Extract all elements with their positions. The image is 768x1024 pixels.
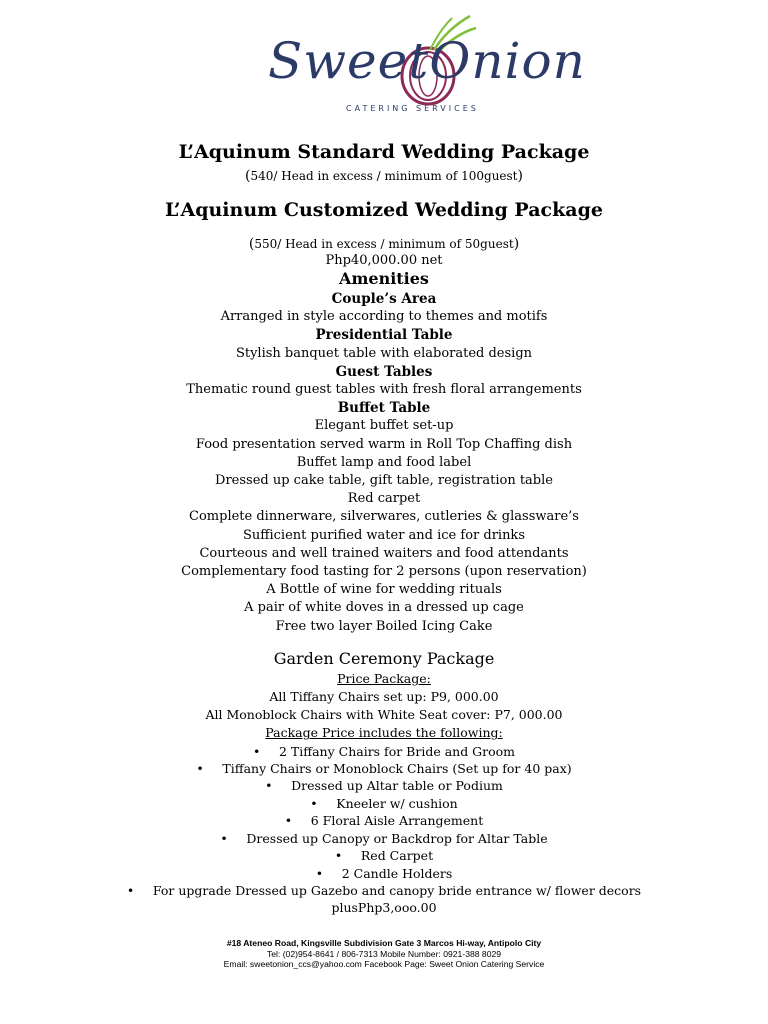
buffet-item: Dressed up cake table, gift table, registration table (215, 473, 553, 489)
logo-subtitle: CATERING SERVICES (346, 104, 479, 113)
bullet-icon: • (310, 795, 318, 811)
buffet-item: A Bottle of wine for wedding rituals (266, 582, 502, 598)
price-monoblock: All Monoblock Chairs with White Seat cover: P7, 000.00 (205, 707, 563, 723)
garden-item: • For upgrade Dressed up Gazebo and canopy bride entrance w/ flower decors (126, 882, 642, 898)
buffet-item: Food presentation served warm in Roll Top Chaffing dish (195, 436, 573, 452)
bullet-icon: • (252, 743, 261, 759)
garden-item: • Dressed up Canopy or Backdrop for Altar Table (220, 830, 548, 846)
sweet-onion-logo (248, 10, 586, 120)
price-tiffany: All Tiffany Chairs set up: P9, 000.00 (269, 689, 499, 705)
garden-item: • Tiffany Chairs or Monoblock Chairs (Set up for 40 pax) (196, 761, 572, 777)
bullet-icon: • (196, 761, 204, 777)
guest-tables-title: Guest Tables (335, 363, 433, 380)
logo-wordmark: SweetOnion (268, 32, 586, 90)
includes-label: Package Price includes the following: (265, 725, 503, 741)
presidential-table-desc: Stylish banquet table with elaborated design (235, 345, 533, 361)
customized-note-text: 550/ Head in excess / minimum of 50guest (254, 237, 514, 251)
standard-package-title: L’Aquinum Standard Wedding Package (178, 141, 590, 163)
footer-contact (0, 938, 768, 970)
buffet-item: Red carpet (347, 491, 421, 507)
standard-note-text: 540/ Head in excess / minimum of 100guest (250, 169, 518, 183)
footer-phones: Tel: (02)954-8641 / 806-7313 Mobile Number: 0921-388 8029 (266, 948, 502, 959)
bullet-icon: • (334, 848, 343, 864)
buffet-item: Buffet lamp and food label (296, 454, 472, 470)
bullet-icon: • (284, 813, 293, 829)
standard-package-note: (540/ Head in excess / minimum of 100guest) (245, 168, 523, 184)
buffet-item: A pair of white doves in a dressed up cage (244, 600, 524, 616)
couples-area-title: Couple’s Area (331, 291, 437, 307)
garden-ceremony-title: Garden Ceremony Package (273, 648, 495, 668)
customized-package-title: L’Aquinum Customized Wedding Package (165, 199, 603, 221)
buffet-item: Free two layer Boiled Icing Cake (275, 618, 493, 634)
buffet-table-title: Buffet Table (337, 400, 431, 417)
package-content (0, 138, 768, 917)
garden-item: • 2 Candle Holders (315, 865, 453, 881)
presidential-table-title: Presidential Table (315, 327, 453, 344)
customized-package-price: Php40,000.00 net (325, 253, 443, 268)
footer-email: Email: sweetonion_ccs@yahoo.com Facebook Page: Sweet Onion Catering Service (223, 959, 545, 970)
buffet-item: Complementary food tasting for 2 persons (upon reservation) (181, 564, 587, 580)
garden-item: • Red Carpet (334, 848, 434, 864)
bullet-icon: • (265, 778, 273, 794)
price-package-label: Price Package: (337, 670, 431, 686)
buffet-item: Complete dinnerware, silverwares, cutleries & glassware’s (189, 509, 579, 525)
garden-item: • 6 Floral Aisle Arrangement (284, 813, 484, 829)
garden-item: • 2 Tiffany Chairs for Bride and Groom (252, 743, 516, 759)
footer-address: #18 Ateneo Road, Kingsville Subdivision Gate 3 Marcos Hi-way, Antipolo City (226, 938, 542, 948)
amenities-title: Amenities (339, 269, 429, 288)
upgrade-price: plusPhp3,ooo.00 (331, 900, 437, 916)
bullet-icon: • (315, 865, 324, 881)
bullet-icon: • (126, 882, 135, 898)
buffet-item: Elegant buffet set-up (314, 418, 454, 434)
garden-item: • Dressed up Altar table or Podium (265, 778, 503, 794)
buffet-item: Courteous and well trained waiters and food attendants (199, 545, 569, 561)
couples-area-desc: Arranged in style according to themes and motifs (220, 309, 548, 325)
bullet-icon: • (220, 830, 228, 846)
guest-tables-desc: Thematic round guest tables with fresh floral arrangements (186, 382, 582, 398)
garden-item: • Kneeler w/ cushion (310, 795, 458, 811)
buffet-item: Sufficient purified water and ice for drinks (242, 527, 525, 543)
customized-package-note: (550/ Head in excess / minimum of 50guest) (248, 236, 520, 252)
